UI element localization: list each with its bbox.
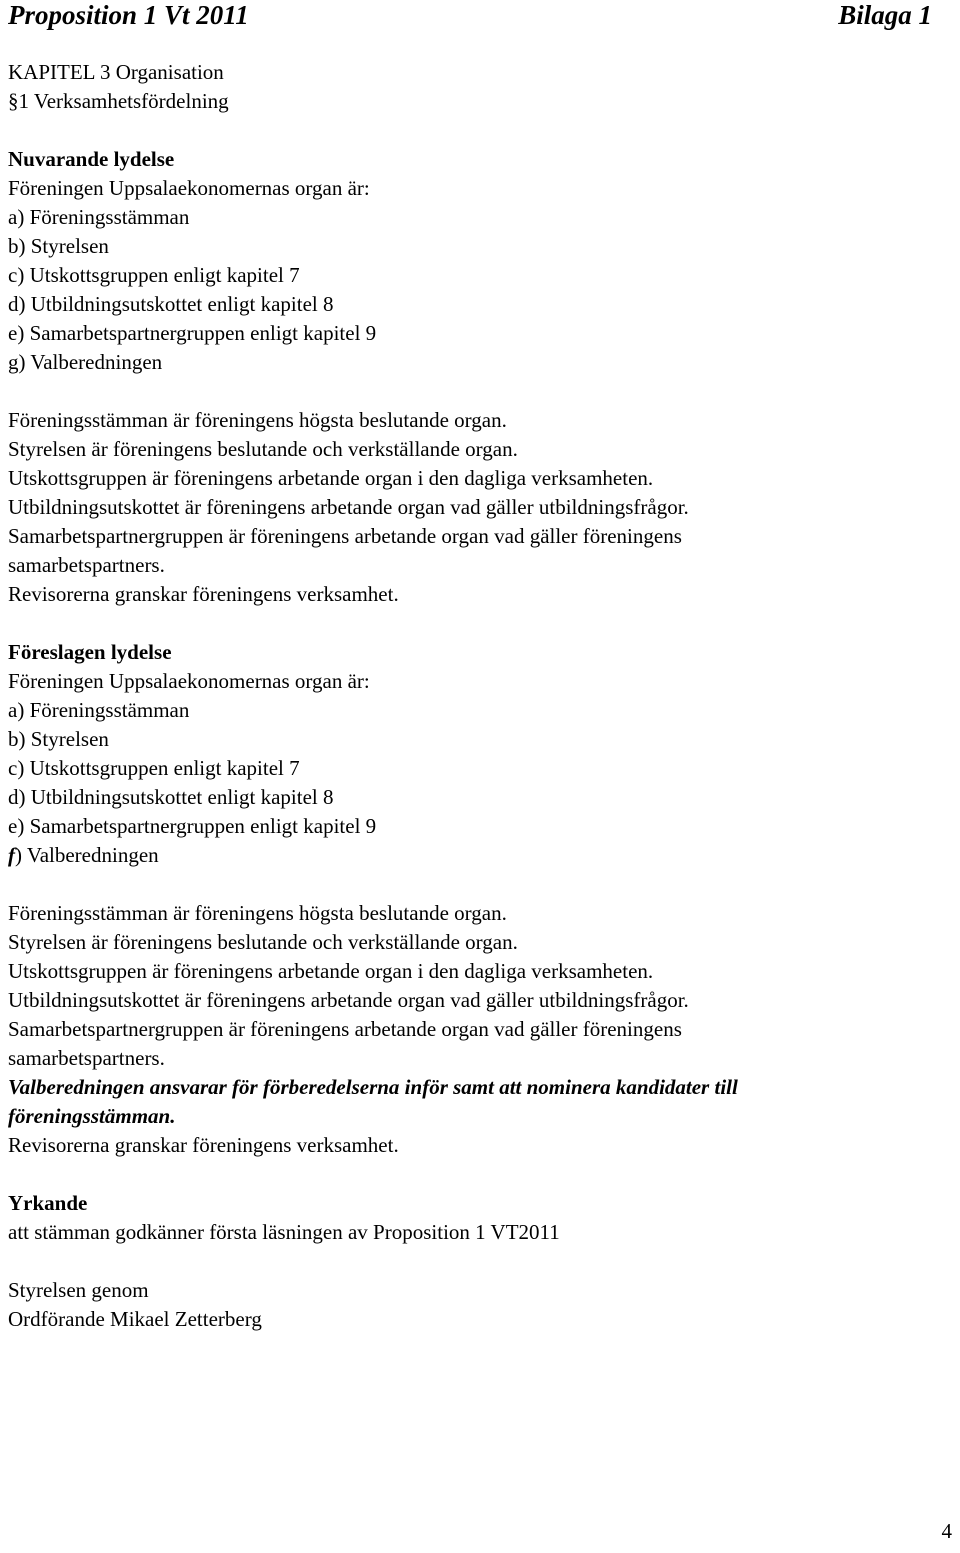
proposed-item: d) Utbildningsutskottet enligt kapitel 8 <box>8 785 334 809</box>
current-item: c) Utskottsgruppen enligt kapitel 7 <box>8 263 300 287</box>
added-clause: föreningsstämman. <box>8 1104 176 1128</box>
current-item: a) Föreningsstämman <box>8 205 190 229</box>
changed-item-text: ) Valberedningen <box>15 843 159 867</box>
current-item: g) Valberedningen <box>8 350 163 374</box>
current-item: b) Styrelsen <box>8 234 109 258</box>
proposed-statement: Styrelsen är föreningens beslutande och verkställande organ. <box>8 930 518 954</box>
page-header <box>8 0 932 30</box>
current-statement: Revisorerna granskar föreningens verksamhet. <box>8 582 399 606</box>
current-statement: Föreningsstämman är föreningens högsta beslutande organ. <box>8 408 507 432</box>
signature-name: Ordförande Mikael Zetterberg <box>8 1307 262 1331</box>
proposed-heading: Föreslagen lydelse <box>8 640 172 664</box>
proposed-closing: Revisorerna granskar föreningens verksamhet. <box>8 1133 399 1157</box>
document-body <box>8 58 948 1334</box>
signature-line: Styrelsen genom <box>8 1278 149 1302</box>
page-number: 4 <box>941 1519 952 1543</box>
proposed-item: b) Styrelsen <box>8 727 109 751</box>
proposed-statement: Föreningsstämman är föreningens högsta beslutande organ. <box>8 901 507 925</box>
proposed-item: a) Föreningsstämman <box>8 698 190 722</box>
changed-marker: f <box>8 843 15 867</box>
current-item: d) Utbildningsutskottet enligt kapitel 8 <box>8 292 334 316</box>
chapter-title: KAPITEL 3 Organisation <box>8 60 224 84</box>
header-title: Proposition 1 Vt 2011 <box>8 0 249 30</box>
motion-text: att stämman godkänner första läsningen av Proposition 1 VT2011 <box>8 1220 560 1244</box>
current-heading: Nuvarande lydelse <box>8 147 175 171</box>
current-intro: Föreningen Uppsalaekonomernas organ är: <box>8 176 370 200</box>
proposed-statement: samarbetspartners. <box>8 1046 165 1070</box>
proposed-intro: Föreningen Uppsalaekonomernas organ är: <box>8 669 370 693</box>
proposed-statement: Utskottsgruppen är föreningens arbetande organ i den dagliga verksamheten. <box>8 959 654 983</box>
proposed-item-changed <box>8 841 948 870</box>
current-statement: Utskottsgruppen är föreningens arbetande organ i den dagliga verksamheten. <box>8 466 654 490</box>
added-clause: Valberedningen ansvarar för förberedelserna inför samt att nominera kandidater till <box>8 1075 738 1099</box>
proposed-statement: Samarbetspartnergruppen är föreningens arbetande organ vad gäller föreningens <box>8 1017 682 1041</box>
current-statement: Samarbetspartnergruppen är föreningens arbetande organ vad gäller föreningens <box>8 524 682 548</box>
current-item: e) Samarbetspartnergruppen enligt kapitel 9 <box>8 321 377 345</box>
current-statement: Utbildningsutskottet är föreningens arbetande organ vad gäller utbildningsfrågor. <box>8 495 689 519</box>
current-statement: samarbetspartners. <box>8 553 165 577</box>
proposed-item: e) Samarbetspartnergruppen enligt kapitel 9 <box>8 814 377 838</box>
proposed-statement: Utbildningsutskottet är föreningens arbetande organ vad gäller utbildningsfrågor. <box>8 988 689 1012</box>
proposed-item: c) Utskottsgruppen enligt kapitel 7 <box>8 756 300 780</box>
current-statement: Styrelsen är föreningens beslutande och verkställande organ. <box>8 437 518 461</box>
section-title: §1 Verksamhetsfördelning <box>8 89 229 113</box>
header-appendix: Bilaga 1 <box>838 0 932 30</box>
motion-heading: Yrkande <box>8 1191 88 1215</box>
